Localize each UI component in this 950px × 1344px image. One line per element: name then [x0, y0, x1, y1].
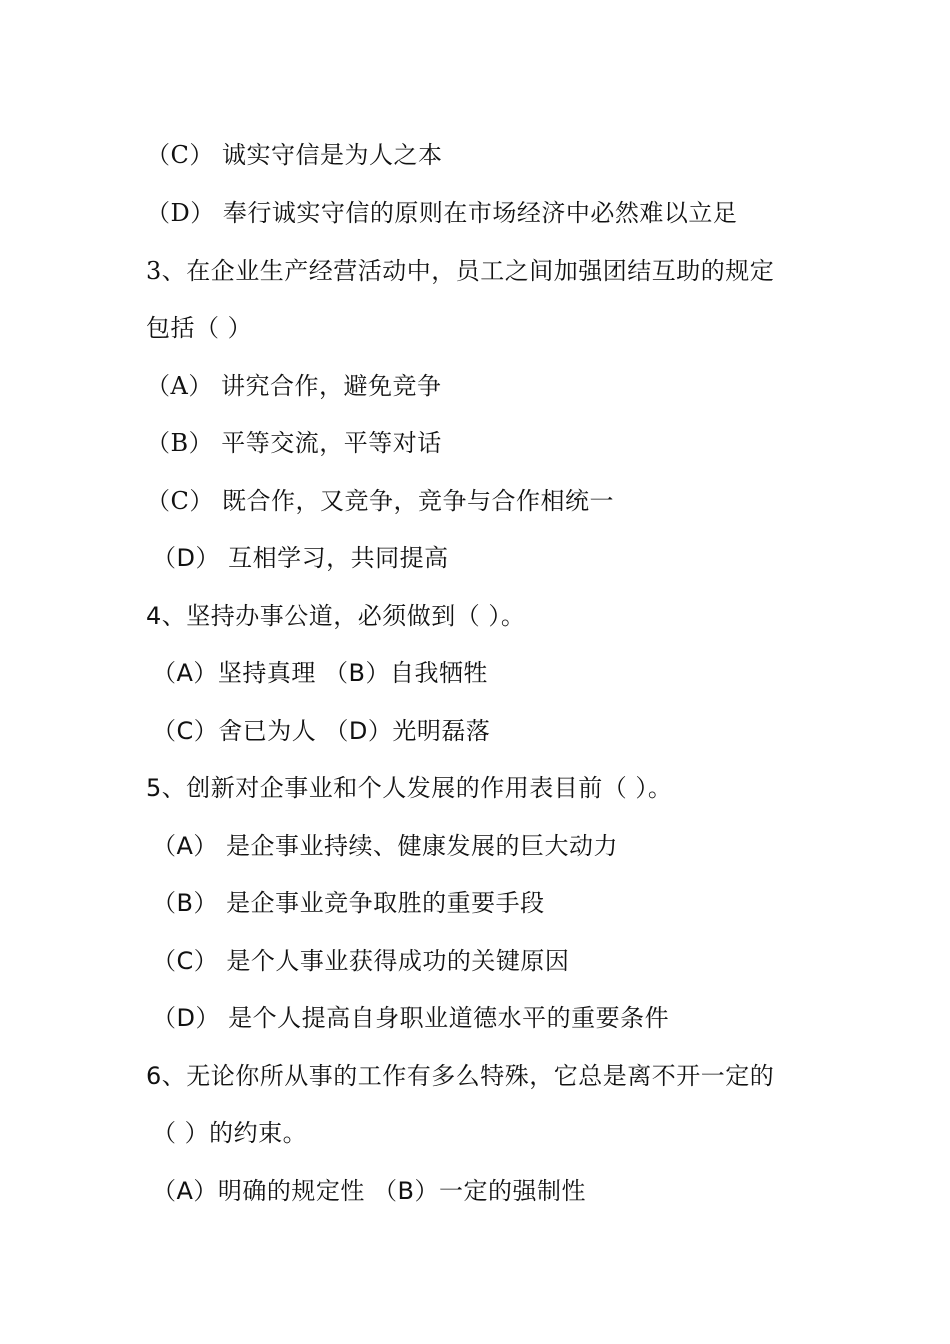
question-4-options-ab: （A）坚持真理 （B）自我牺牲: [152, 659, 489, 687]
question-3-option-d: （D） 互相学习，共同提高: [152, 544, 449, 572]
question-3-option-c: （C） 既合作，又竞争，竞争与合作相统一: [146, 487, 614, 515]
option-d-honesty: （D） 奉行诚实守信的原则在市场经济中必然难以立足: [146, 199, 738, 227]
option-c-honesty: （C） 诚实守信是为人之本: [146, 141, 443, 169]
question-6-text-cont: （ ）的约束。: [152, 1119, 308, 1147]
question-5-text: 5、创新对企事业和个人发展的作用表目前（ ）。: [146, 774, 673, 802]
question-6-text: 6、无论你所从事的工作有多么特殊，它总是离不开一定的: [146, 1062, 775, 1090]
question-5-option-a: （A） 是企事业持续、健康发展的巨大动力: [152, 832, 619, 860]
question-5-option-d: （D） 是个人提高自身职业道德水平的重要条件: [152, 1004, 670, 1032]
question-4-options-cd: （C）舍已为人 （D）光明磊落: [152, 717, 491, 745]
question-3-option-b: （B） 平等交流，平等对话: [146, 429, 442, 457]
question-3-text-cont: 包括（ ）: [146, 314, 253, 342]
question-3-option-a: （A） 讲究合作，避免竞争: [146, 372, 442, 400]
question-5-option-b: （B） 是企事业竞争取胜的重要手段: [152, 889, 545, 917]
question-4-text: 4、坚持办事公道，必须做到（ ）。: [146, 602, 526, 630]
question-6-options-ab: （A）明确的规定性 （B）一定的强制性: [152, 1177, 587, 1205]
question-3-text: 3、在企业生产经营活动中，员工之间加强团结互助的规定: [146, 257, 775, 285]
question-5-option-c: （C） 是个人事业获得成功的关键原因: [152, 947, 570, 975]
